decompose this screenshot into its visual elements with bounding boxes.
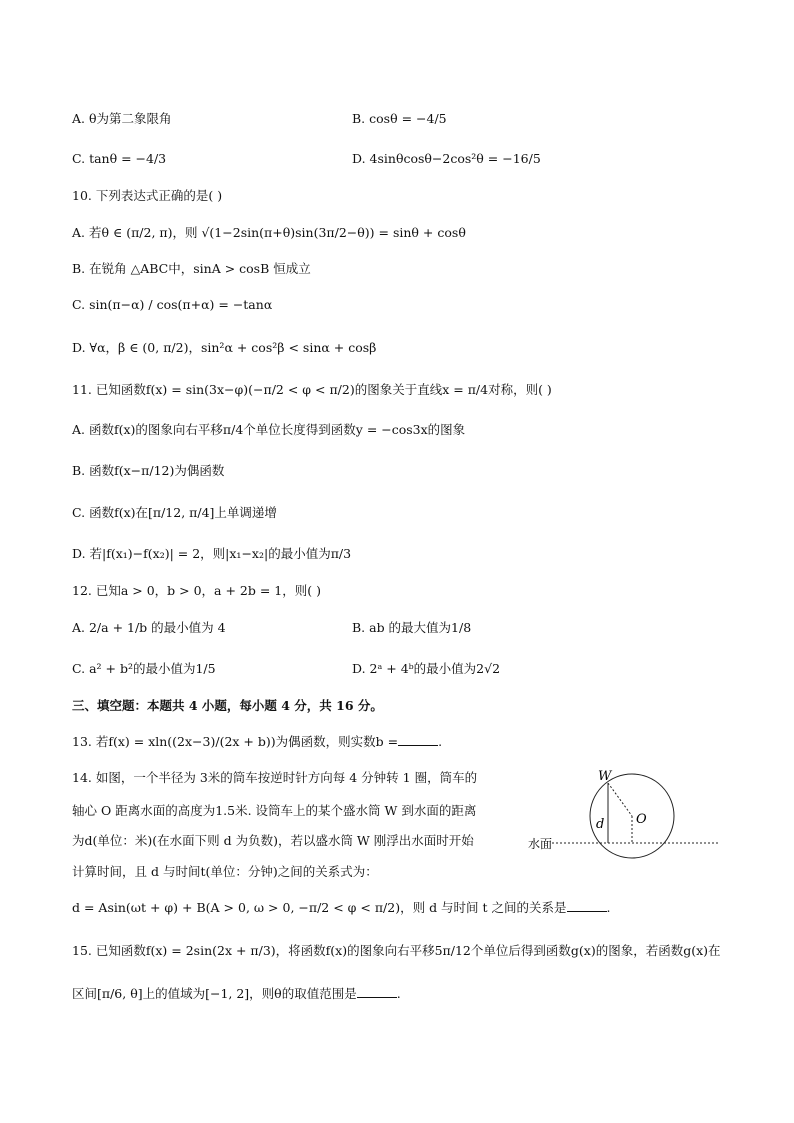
answer-blank (398, 733, 438, 746)
section-heading: 三、填空题：本题共 4 小题，每小题 4 分，共 16 分。 (72, 698, 383, 713)
q9-option-b: B. cosθ = −4/5 (352, 111, 447, 126)
q11-option-b: B. 函数f(x−π/12)为偶函数 (72, 463, 225, 478)
q14-line-3: 为d(单位：米)(在水面下则 d 为负数)，若以盛水筒 W 刚浮出水面时开始 (72, 833, 474, 848)
q14-formula: d = Asin(ωt + φ) + B(A > 0, ω > 0, −π/2 < φ < π/2)，则 d 与时间 t 之间的关系是 (72, 900, 567, 915)
q10-option-c: C. sin(π−α) / cos(π+α) = −tanα (72, 297, 273, 312)
q10-option-b: B. 在锐角 △ABC中，sinA > cosB 恒成立 (72, 261, 311, 276)
q15-line-1: 15. 已知函数f(x) = 2sin(2x + π/3)，将函数f(x)的图象向右平移5π/12个单位后得到函数g(x)的图象，若函数g(x)在 (72, 943, 721, 958)
q10-stem: 10. 下列表达式正确的是( ) (72, 188, 223, 203)
q15-line-2 (72, 985, 401, 1003)
q13-line (72, 733, 442, 751)
q13-end: . (438, 734, 443, 749)
q13-text: 13. 若f(x) = xln((2x−3)/(2x + b))为偶函数，则实数b = (72, 734, 399, 749)
q12-option-c: C. a² + b²的最小值为1/5 (72, 661, 216, 676)
q10-option-a: A. 若θ ∈ (π/2, π)，则 √(1−2sin(π+θ)sin(3π/2−θ)) = sinθ + cosθ (72, 225, 466, 240)
q15-end: . (396, 986, 401, 1001)
label-water: 水面 (528, 837, 553, 851)
q11-option-d: D. 若|f(x₁)−f(x₂)| = 2，则|x₁−x₂|的最小值为π/3 (72, 546, 352, 561)
radius-line (608, 783, 632, 816)
q12-option-b: B. ab 的最大值为1/8 (352, 620, 472, 635)
q11-option-c: C. 函数f(x)在[π/12, π/4]上单调递增 (72, 505, 277, 520)
q9-option-d: D. 4sinθcosθ−2cos²θ = −16/5 (352, 151, 541, 166)
water-wheel-figure (522, 766, 722, 866)
q12-option-d: D. 2ᵃ + 4ᵇ的最小值为2√2 (352, 661, 501, 676)
q9-option-c: C. tanθ = −4/3 (72, 151, 167, 166)
label-w: W (598, 769, 612, 784)
q12-option-a: A. 2/a + 1/b 的最小值为 4 (72, 620, 226, 635)
label-o: O (636, 812, 647, 827)
q14-end: . (606, 900, 611, 915)
q9-option-a: A. θ为第二象限角 (72, 111, 172, 126)
q14-line-2: 轴心 O 距离水面的高度为1.5米. 设筒车上的某个盛水筒 W 到水面的距离 (72, 803, 477, 818)
q14-line-5 (72, 899, 611, 917)
q14-line-4: 计算时间，且 d 与时间t(单位：分钟)之间的关系式为： (72, 864, 378, 879)
q14-line-1: 14. 如图，一个半径为 3米的筒车按逆时针方向每 4 分钟转 1 圈，筒车的 (72, 770, 478, 785)
q11-stem: 11. 已知函数f(x) = sin(3x−φ)(−π/2 < φ < π/2)的图象关于直线x = π/4对称，则( ) (72, 382, 552, 397)
q12-stem: 12. 已知a > 0，b > 0，a + 2b = 1，则( ) (72, 583, 321, 598)
q11-option-a: A. 函数f(x)的图象向右平移π/4个单位长度得到函数y = −cos3x的图象 (72, 422, 466, 437)
answer-blank (357, 985, 397, 998)
answer-blank (567, 899, 607, 912)
q15-text: 区间[π/6, θ]上的值域为[−1, 2]，则θ的取值范围是 (72, 986, 357, 1001)
label-d: d (596, 817, 605, 832)
q10-option-d: D. ∀α，β ∈ (0, π/2)，sin²α + cos²β < sinα + cosβ (72, 340, 377, 355)
